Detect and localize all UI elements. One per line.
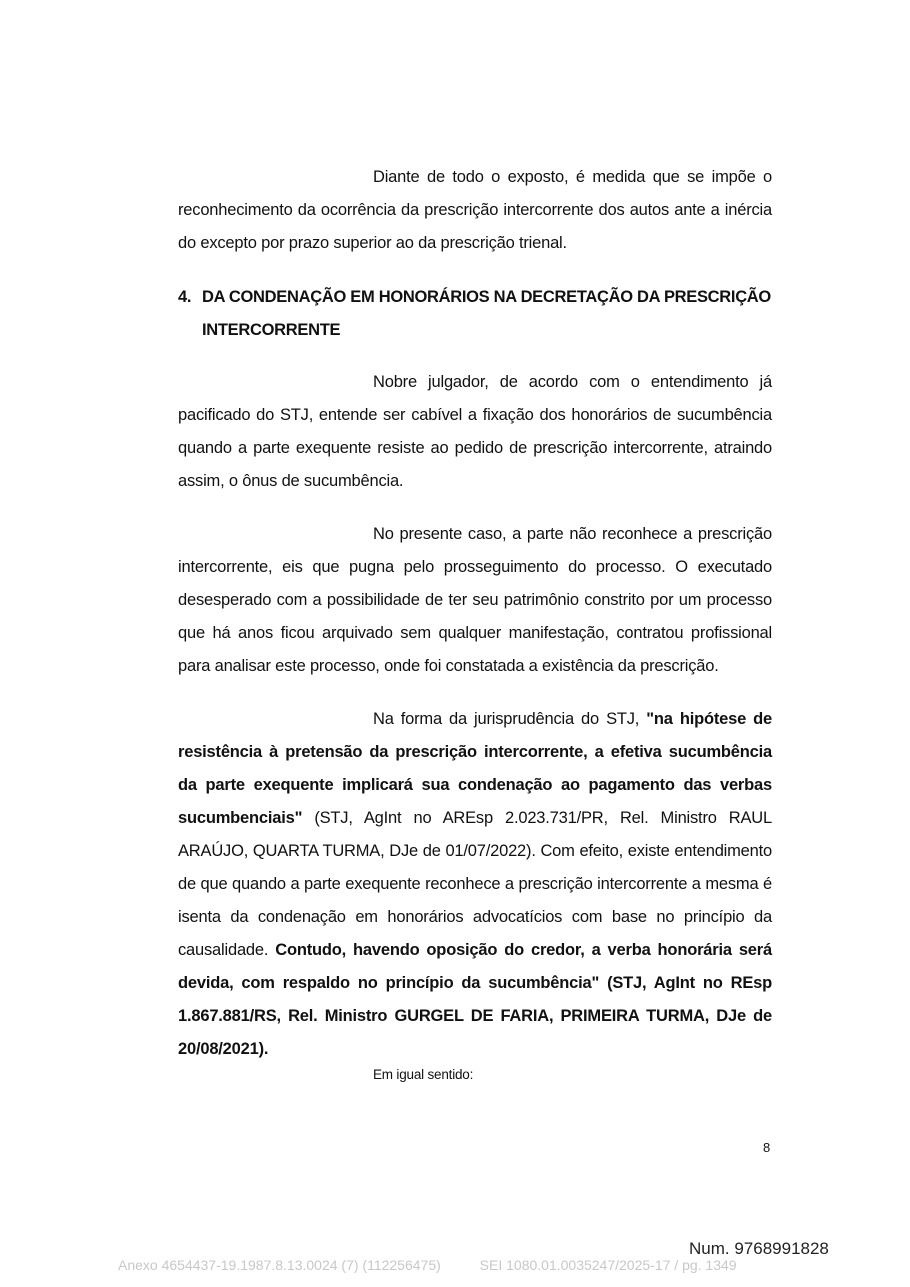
footer-reference: Anexo 4654437-19.1987.8.13.0024 (7) (112256475) SEI 1080.01.0035247/2025-17 / pg. 1349 [118,1257,737,1273]
paragraph-presente-caso: No presente caso, a parte não reconhece a prescrição intercorrente, eis que pugna pelo prosseguimento do processo. O executado desesperado com a possibilidade de ter seu patrimônio constrito por um processo que há anos ficou arquivado sem qualquer manifestação, contratou profissional para analisar este processo, onde foi constatada a existência da prescrição. [178,525,772,675]
section-title-line2: INTERCORRENTE [202,321,341,339]
jurisprudencia-intro: Na forma da jurisprudência do STJ, [373,710,647,728]
section-heading [178,281,772,347]
document-id-stamp: Num. 9768991828 [689,1239,829,1258]
section-heading-line1 [178,281,772,314]
paragraph-conclusion: Diante de todo o exposto, é medida que se impõe o reconhecimento da ocorrência da prescrição intercorrente dos autos ante a inércia do excepto por prazo superior ao da prescrição trienal. [178,168,772,252]
page-number: 8 [763,1140,771,1155]
jurisprudencia-quote-1: "na hipótese de resistência à pretensão da prescrição intercorrente, a efetiva sucumbência da parte exequente implicará sua condenação ao pagamento das verbas sucumbenciais" [178,710,772,827]
jurisprudencia-quote-2: Contudo, havendo oposição do credor, a verba honorária será devida, com respaldo no princípio da sucumbência" (STJ, AgInt no REsp 1.867.881/RS, Rel. Ministro GURGEL DE FARIA, PRIMEIRA TURMA, DJe de 20/08/2021). [178,941,772,1058]
paragraph-jurisprudencia [178,703,772,1066]
section-number: 4. [178,288,192,306]
paragraph-igual-sentido: Em igual sentido: [373,1067,474,1082]
jurisprudencia-citation: (STJ, AgInt no AREsp 2.023.731/PR, Rel. Ministro RAUL ARAÚJO, QUARTA TURMA, DJe de 01/07/2022). Com efeito, existe entendimento de que quando a parte exequente reconhece a prescrição intercorrente a mesma é isenta da condenação em honorários advocatícios com base no princípio da causalidade. [178,809,772,959]
section-title-line1: DA CONDENAÇÃO EM HONORÁRIOS NA DECRETAÇÃO DA PRESCRIÇÃO [202,288,771,306]
paragraph-julgador: Nobre julgador, de acordo com o entendimento já pacificado do STJ, entende ser cabível a fixação dos honorários de sucumbência quando a parte exequente resiste ao pedido de prescrição intercorrente, atraindo assim, o ônus de sucumbência. [178,373,772,490]
